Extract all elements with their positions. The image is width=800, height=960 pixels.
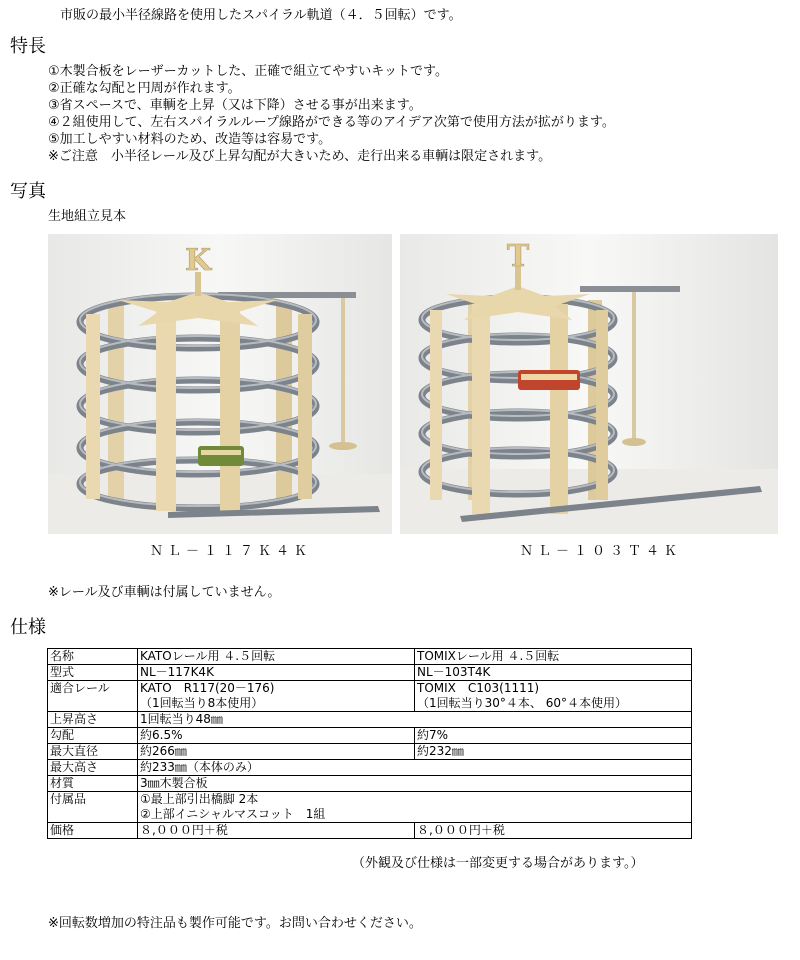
feature-item: ④２組使用して、左右スパイラルループ線路ができる等のアイデア次第で使用方法が拡がります。 — [48, 115, 615, 130]
table-row: 上昇高さ 1回転当り48㎜ — [48, 712, 692, 728]
photo-caption-left: ＮＬ－１１７Ｋ４Ｋ — [150, 544, 313, 559]
feature-item: ①木製合板をレーザーカットした、正確で組立てやすいキットです。 — [48, 64, 448, 79]
feature-item: ③省スペースで、車輌を上昇（又は下降）させる事が出来ます。 — [48, 98, 422, 113]
features-heading: 特長 — [10, 36, 46, 57]
photo-caption-right: ＮＬ－１０３Ｔ４Ｋ — [520, 544, 683, 559]
spec-footnote: （外観及び仕様は一部変更する場合があります。） — [352, 856, 644, 871]
table-row: 勾配 約6.5% 約7% — [48, 728, 692, 744]
footer-note: ※回転数増加の特注品も製作可能です。お問い合わせください。 — [48, 916, 422, 931]
table-row: （1回転当り8本使用） （1回転当り30°４本、 60°４本使用） — [48, 696, 692, 712]
table-row: 材質 3㎜木製合板 — [48, 776, 692, 792]
table-row: 最大高さ 約233㎜（本体のみ） — [48, 760, 692, 776]
features-list — [48, 63, 615, 165]
table-row: 最大直径 約266㎜ 約232㎜ — [48, 744, 692, 760]
photos-heading: 写真 — [10, 181, 46, 202]
photos-note: ※レール及び車輌は付属していません。 — [48, 585, 281, 600]
table-row: 価格 ８,０００円＋税 ８,０００円＋税 — [48, 823, 692, 839]
spec-heading: 仕様 — [10, 617, 46, 638]
feature-item: ⑤加工しやすい材料のため、改造等は容易です。 — [48, 132, 332, 147]
feature-item: ※ご注意 小半径レール及び上昇勾配が大きいため、走行出来る車輌は限定されます。 — [48, 149, 552, 164]
photo-tomix-spiral — [400, 234, 778, 534]
mascot-letter-k: K — [184, 243, 212, 278]
intro-text: 市販の最小半径線路を使用したスパイラル軌道（４．５回転）です。 — [60, 8, 462, 23]
mascot-letter-t: T — [506, 239, 530, 274]
table-row: ②上部イニシャルマスコット 1組 — [48, 807, 692, 823]
table-row: 名称 KATOレール用 ４.５回転 TOMIXレール用 ４.５回転 — [48, 649, 692, 665]
table-row: 型式 NL－117K4K NL－103T4K — [48, 665, 692, 681]
feature-item: ②正確な勾配と円周が作れます。 — [48, 81, 241, 96]
table-row: 適合レール KATO R117(20－176) TOMIX C103(1111) — [48, 681, 692, 697]
spec-table — [47, 648, 692, 839]
train-model — [198, 446, 244, 466]
photos-subheading: 生地組立見本 — [48, 209, 127, 224]
table-row: 付属品 ①最上部引出橋脚 2本 — [48, 792, 692, 808]
photo-kato-spiral — [48, 234, 392, 534]
